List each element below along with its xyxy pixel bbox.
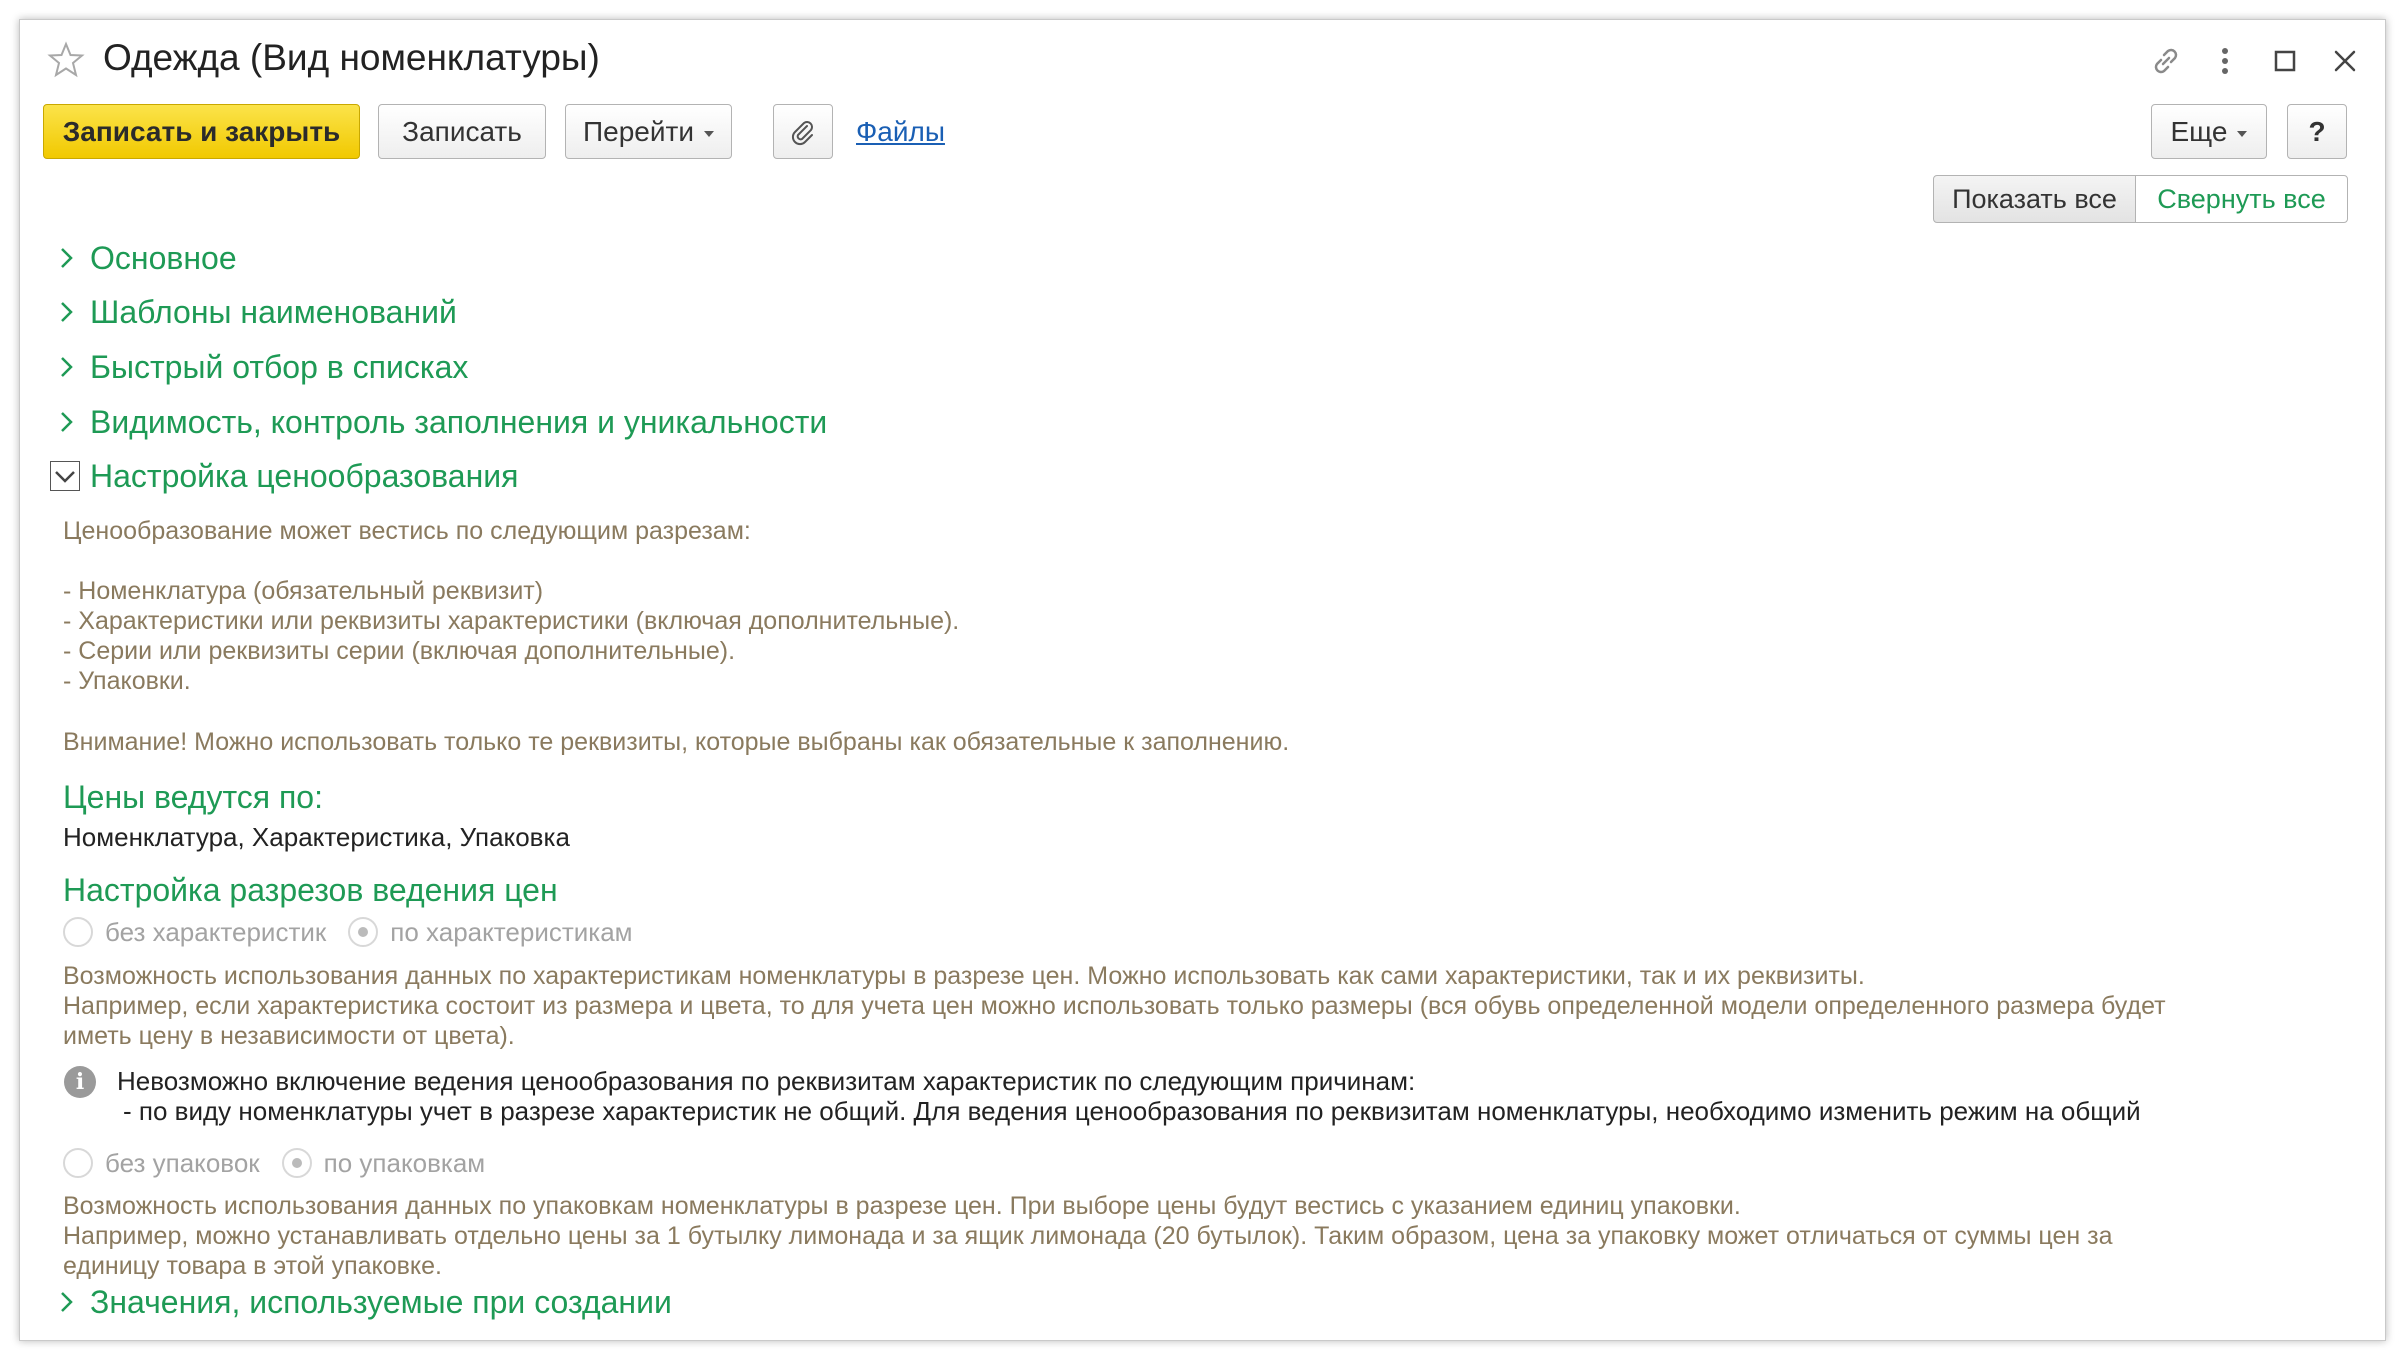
chevron-right-icon bbox=[52, 353, 80, 381]
radio-label: по характеристикам bbox=[390, 916, 633, 947]
info-message: - по виду номенклатуры учет в разрезе характеристик не общий. Для ведения ценообразования по реквизитам номенклатуры, необходимо изменить режим на общий bbox=[123, 1096, 2141, 1126]
radio-label: без характеристик bbox=[105, 916, 327, 947]
prices-by-value: Номенклатура, Характеристика, Упаковка bbox=[63, 822, 570, 852]
pricing-item: - Характеристики или реквизиты характеристики (включая дополнительные). bbox=[63, 607, 960, 635]
section-creation-values[interactable] bbox=[52, 1280, 672, 1324]
save-and-close-button[interactable]: Записать и закрыть bbox=[43, 104, 360, 159]
characteristics-description: Возможность использования данных по характеристикам номенклатуры в разрезе цен. Можно использовать как сами характеристики, так и их реквизиты. bbox=[63, 962, 1865, 990]
paperclip-icon[interactable] bbox=[773, 104, 833, 159]
pricing-warning: Внимание! Можно использовать только те реквизиты, которые выбраны как обязательные к заполнению. bbox=[63, 728, 1290, 756]
radio-label: по упаковкам bbox=[323, 1147, 486, 1178]
packages-description: Возможность использования данных по упаковкам номенклатуры в разрезе цен. При выборе цены будут вестись с указанием единиц упаковки. bbox=[63, 1192, 1741, 1220]
packages-radio-group bbox=[63, 1145, 507, 1181]
section-templates[interactable] bbox=[52, 290, 457, 334]
link-icon[interactable] bbox=[2143, 38, 2189, 84]
packages-description: единицу товара в этой упаковке. bbox=[63, 1252, 443, 1280]
chevron-down-icon bbox=[704, 131, 714, 137]
radio-no-characteristics[interactable] bbox=[63, 917, 93, 947]
more-button[interactable] bbox=[2151, 104, 2267, 159]
section-quick-filter[interactable] bbox=[52, 345, 468, 389]
show-all-button[interactable]: Показать все bbox=[1933, 175, 2136, 223]
characteristics-description: Например, если характеристика состоит из размера и цвета, то для учета цен можно использовать только размеры (вся обувь определенной модели определенного размера будет bbox=[63, 992, 2166, 1020]
radio-by-packages[interactable] bbox=[282, 1148, 312, 1178]
section-main-label: Основное bbox=[90, 239, 237, 276]
characteristics-description: иметь цену в независимости от цвета). bbox=[63, 1022, 515, 1050]
close-icon[interactable] bbox=[2322, 38, 2368, 84]
chevron-down-icon bbox=[50, 461, 80, 491]
help-button[interactable]: ? bbox=[2287, 104, 2347, 159]
pricing-item: - Серии или реквизиты серии (включая дополнительные). bbox=[63, 637, 736, 665]
price-dimensions-heading: Настройка разрезов ведения цен bbox=[63, 872, 558, 908]
section-templates-label: Шаблоны наименований bbox=[90, 293, 457, 330]
pricing-intro: Ценообразование может вестись по следующим разрезам: bbox=[63, 517, 751, 545]
characteristics-radio-group bbox=[63, 914, 655, 950]
section-creation-values-label: Значения, используемые при создании bbox=[90, 1283, 672, 1320]
chevron-right-icon bbox=[52, 244, 80, 272]
chevron-right-icon bbox=[52, 298, 80, 326]
title-bar bbox=[20, 20, 2385, 102]
section-pricing[interactable] bbox=[52, 454, 518, 498]
section-main[interactable] bbox=[52, 236, 237, 280]
star-icon[interactable] bbox=[46, 40, 86, 80]
form-window bbox=[19, 19, 2386, 1341]
page-title: Одежда (Вид номенклатуры) bbox=[103, 37, 600, 78]
radio-label: без упаковок bbox=[105, 1147, 260, 1178]
files-link[interactable]: Файлы bbox=[856, 116, 945, 147]
more-vertical-icon[interactable] bbox=[2202, 38, 2248, 84]
pricing-item: - Номенклатура (обязательный реквизит) bbox=[63, 577, 544, 605]
collapse-all-button[interactable]: Свернуть все bbox=[2135, 175, 2348, 223]
chevron-right-icon bbox=[52, 408, 80, 436]
info-icon: i bbox=[64, 1066, 96, 1098]
goto-label: Перейти bbox=[583, 115, 694, 147]
info-message: Невозможно включение ведения ценообразования по реквизитам характеристик по следующим причинам: bbox=[117, 1066, 1416, 1096]
radio-by-characteristics[interactable] bbox=[348, 917, 378, 947]
section-visibility[interactable] bbox=[52, 400, 827, 444]
save-button[interactable]: Записать bbox=[378, 104, 546, 159]
maximize-icon[interactable] bbox=[2262, 38, 2308, 84]
more-label: Еще bbox=[2170, 115, 2228, 147]
goto-button[interactable] bbox=[565, 104, 732, 159]
section-visibility-label: Видимость, контроль заполнения и уникальности bbox=[90, 403, 828, 440]
pricing-item: - Упаковки. bbox=[63, 667, 191, 695]
prices-by-heading: Цены ведутся по: bbox=[63, 779, 323, 815]
section-quick-filter-label: Быстрый отбор в списках bbox=[90, 348, 469, 385]
section-pricing-label: Настройка ценообразования bbox=[90, 457, 519, 494]
packages-description: Например, можно устанавливать отдельно цены за 1 бутылку лимонада и за ящик лимонада (20 бутылок). Таким образом, цена за упаковку может отличаться от суммы цен за bbox=[63, 1222, 2113, 1250]
radio-no-packages[interactable] bbox=[63, 1148, 93, 1178]
chevron-down-icon bbox=[2237, 131, 2247, 137]
chevron-right-icon bbox=[52, 1288, 80, 1316]
